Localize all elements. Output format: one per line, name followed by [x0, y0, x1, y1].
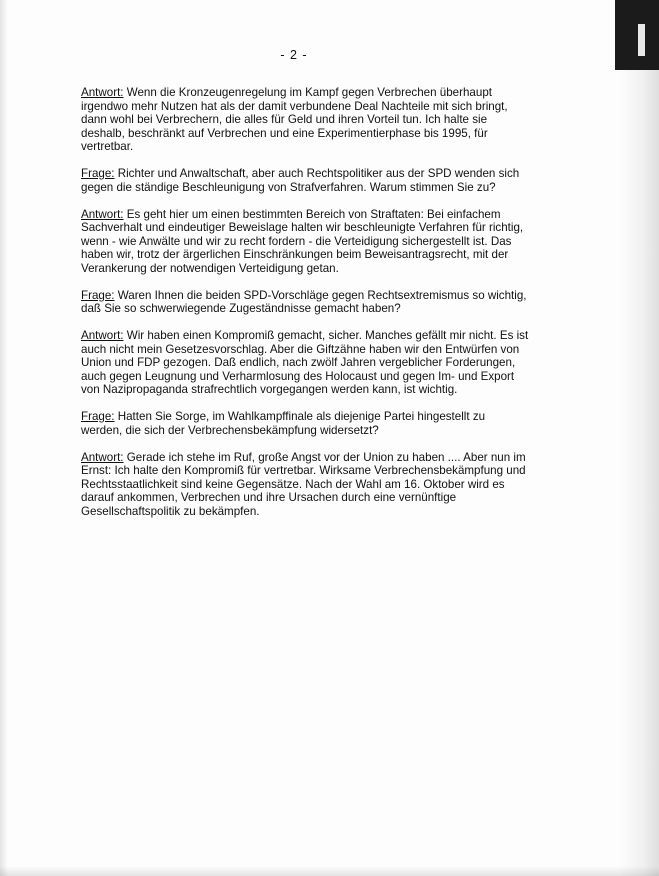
scan-dark-corner [615, 0, 659, 70]
interview-paragraph-question-3 [81, 410, 529, 437]
interview-paragraph-answer-3 [81, 329, 529, 397]
speaker-label: Antwort: [81, 450, 124, 464]
interview-paragraph-answer-4 [81, 451, 529, 519]
speaker-label: Antwort: [81, 207, 124, 221]
speaker-label: Antwort: [81, 329, 124, 342]
scan-shadow-right [619, 0, 659, 876]
scan-shadow-left [0, 0, 8, 876]
scan-shadow-bottom [0, 866, 659, 876]
speaker-label: Antwort: [81, 86, 124, 99]
paragraph-text: Wenn die Kronzeugenregelung im Kampf gegen Verbrechen überhaupt irgendwo mehr Nutzen hat als der damit verbundene Deal Nachteile mit sich bringt, dann wohl bei Verbrechern, die alles für Geld und ihren Vorteil tun. Ich halte sie deshalb, beschränkt auf Verbrechen und eine Experimentierphase bis 1995, für vertretbar. [81, 86, 508, 153]
interview-paragraph-answer-1 [81, 86, 529, 154]
paragraph-text: Gerade ich stehe im Ruf, große Angst vor der Union zu haben .... Aber nun im Ernst: Ich halte den Kompromiß für vertretbar. Wirksame Verbrechensbekämpfung und Rechtsstaatlichkeit sind keine Gegensätze. Nach der Wahl am 16. Oktober wird es darauf ankommen, Verbrechen und ihre Ursachen durch eine vernünftige Gesellschaftspolitik zu bekämpfen. [81, 450, 526, 518]
paragraph-text: Hatten Sie Sorge, im Wahlkampffinale als diejenige Partei hingestellt zu werden, die sich der Verbrechensbekämpfung widersetzt? [81, 410, 486, 437]
interview-text [81, 86, 529, 532]
paragraph-text: Richter und Anwaltschaft, aber auch Rechtspolitiker aus der SPD wenden sich gegen die ständige Beschleunigung von Strafverfahren. Warum stimmen Sie zu? [81, 167, 520, 194]
speaker-label: Frage: [81, 410, 115, 423]
interview-paragraph-answer-2 [81, 208, 529, 276]
interview-paragraph-question-2 [81, 289, 529, 316]
paragraph-text: Es geht hier um einen bestimmten Bereich von Straftaten: Bei einfachem Sachverhalt und eindeutiger Beweislage halten wir beschleunigte Verfahren für richtig, wenn - wie Anwälte und wir zu recht fordern - die Verteidigung sichergestellt ist. Das haben wir, trotz der ärgerlichen Einschränkungen beim Beweisantragsrecht, mit der Verankerung der notwendigen Verteidigung getan. [81, 207, 524, 275]
page-number: - 2 - [280, 48, 308, 62]
paragraph-text: Waren Ihnen die beiden SPD-Vorschläge gegen Rechtsextremismus so wichtig, daß Sie so schwerwiegende Zugeständnisse gemacht haben? [81, 288, 527, 315]
interview-paragraph-question-1 [81, 167, 529, 194]
binder-mark [638, 24, 645, 56]
paragraph-text: Wir haben einen Kompromiß gemacht, sicher. Manches gefällt mir nicht. Es ist auch nicht mein Gesetzesvorschlag. Aber die Giftzähne haben wir den Entwürfen von Union und FDP gezogen. Daß endlich, nach zwölf Jahren vergeblicher Forderungen, auch gegen Leugnung und Verharmlosung des Holocaust und gegen Im- und Export von Nazipropaganda strafrechtlich vorgegangen werden kann, ist wichtig. [81, 329, 529, 396]
speaker-label: Frage: [81, 167, 115, 180]
speaker-label: Frage: [81, 288, 115, 302]
